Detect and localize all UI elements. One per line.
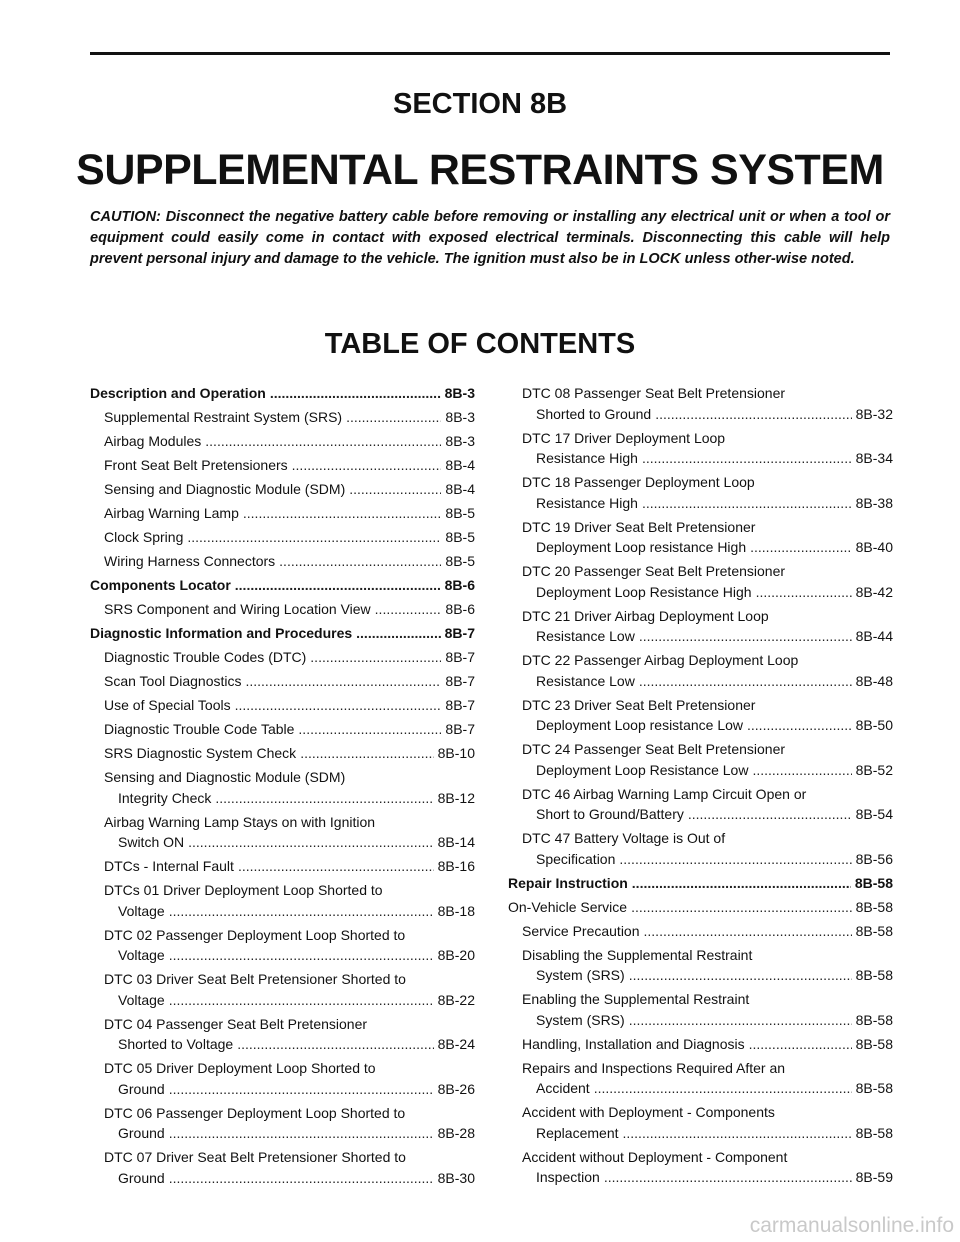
toc-entry-title-cont: Specification: [536, 850, 616, 867]
dot-leader: [188, 832, 434, 853]
toc-page-number: 8B-44: [855, 628, 893, 644]
toc-page-number: 8B-58: [855, 967, 893, 983]
dot-leader: [756, 582, 852, 603]
toc-entry-text: [522, 1034, 893, 1055]
dot-leader: [750, 537, 852, 558]
toc-page-number: 8B-58: [855, 922, 893, 939]
toc-entry-title: Wiring Harness Connectors: [104, 553, 276, 569]
dot-leader: [169, 1123, 434, 1144]
toc-entry[interactable]: [508, 873, 893, 894]
toc-entry-title: Sensing and Diagnostic Module (SDM): [104, 481, 346, 497]
toc-entry-text: [522, 1102, 893, 1143]
toc-entry-title: Diagnostic Trouble Code Table: [104, 721, 295, 737]
toc-entry-title: DTC 46 Airbag Warning Lamp Circuit Open or: [522, 785, 807, 802]
toc-page-number: 8B-18: [437, 902, 475, 919]
toc-page-number: 8B-48: [855, 672, 893, 689]
toc-entry-title: On-Vehicle Service: [508, 898, 628, 915]
toc-entry-text: [104, 551, 475, 572]
toc-page-number: 8B-5: [445, 505, 475, 521]
toc-entry-text: [104, 479, 475, 500]
toc-entry[interactable]: [90, 599, 475, 620]
toc-page-number: 8B-59: [855, 1169, 893, 1185]
toc-entry-title: Scan Tool Diagnostics: [104, 673, 242, 689]
dot-leader: [642, 448, 852, 469]
dot-leader: [629, 965, 852, 986]
dot-leader: [619, 849, 851, 870]
dot-leader: [631, 897, 852, 918]
toc-page-number: 8B-7: [445, 673, 475, 689]
toc-entry-text: [104, 719, 475, 740]
toc-title: TABLE OF CONTENTS: [324, 328, 636, 360]
toc-entry-title-cont: Resistance Low: [536, 628, 635, 644]
toc-entry-text: [104, 431, 475, 452]
toc-entry-title: DTC 19 Driver Seat Belt Pretensioner: [522, 518, 756, 535]
toc-entry-title: DTC 02 Passenger Deployment Loop Shorted to: [104, 926, 406, 943]
toc-entry-title: Supplemental Restraint System (SRS): [104, 409, 343, 425]
toc-entry-text: [104, 671, 475, 692]
toc-entry-title-cont: Shorted to Ground: [536, 405, 652, 422]
toc-entry[interactable]: [508, 945, 893, 986]
toc-entry-title-cont: Deployment Loop Resistance Low: [536, 761, 749, 778]
toc-entry[interactable]: [90, 880, 475, 921]
toc-entry-text: [522, 739, 893, 780]
toc-entry[interactable]: [90, 623, 475, 644]
toc-entry-title-cont: Deployment Loop resistance High: [536, 539, 747, 555]
toc-entry[interactable]: [90, 812, 475, 853]
toc-page-number: 8B-58: [855, 1035, 893, 1052]
dot-leader: [752, 760, 851, 781]
toc-entry[interactable]: [90, 767, 475, 808]
toc-page-number: 8B-5: [445, 553, 475, 569]
toc-page-number: 8B-20: [437, 947, 475, 963]
toc-entry-text: [104, 925, 475, 966]
toc-entry[interactable]: [90, 1147, 475, 1188]
toc-entry-title: DTC 05 Driver Deployment Loop Shorted to: [104, 1060, 376, 1076]
toc-entry-text: [522, 428, 893, 469]
toc-entry[interactable]: [508, 472, 893, 513]
toc-entry-title: Description and Operation: [90, 385, 266, 401]
dot-leader: [688, 804, 852, 825]
toc-entry-text: [104, 1103, 475, 1144]
toc-entry[interactable]: [90, 455, 475, 476]
toc-page-number: 8B-28: [437, 1125, 475, 1141]
toc-entry[interactable]: [90, 647, 475, 668]
dot-leader: [237, 1034, 433, 1055]
toc-entry-title-cont: Ground: [118, 1169, 165, 1186]
toc-entry-text: [104, 503, 475, 524]
toc-entry-title: DTC 22 Passenger Airbag Deployment Loop: [522, 652, 799, 668]
toc-entry-title-cont: Deployment Loop resistance Low: [536, 717, 744, 733]
dot-leader: [639, 671, 852, 692]
toc-page-number: 8B-58: [855, 1011, 893, 1028]
toc-entry-text: [522, 606, 893, 647]
toc-entry-title: DTC 21 Driver Airbag Deployment Loop: [522, 607, 769, 624]
toc-entry[interactable]: [90, 383, 475, 404]
toc-entry-text: [522, 517, 893, 558]
dot-leader: [644, 921, 852, 942]
toc-entry-text: [90, 575, 475, 596]
toc-entry-text: [508, 873, 893, 894]
dot-leader: [747, 715, 852, 736]
toc-page-number: 8B-22: [437, 991, 475, 1008]
toc-entry[interactable]: [508, 650, 893, 691]
toc-entry-title-cont: Resistance High: [536, 450, 638, 466]
toc-entry[interactable]: [90, 1058, 475, 1099]
toc-right-column: [508, 383, 893, 1191]
dot-leader: [349, 479, 441, 500]
toc-entry[interactable]: [90, 743, 475, 764]
toc-entry-text: [104, 455, 475, 476]
toc-entry-title: Components Locator: [90, 577, 231, 593]
toc-entry-title: DTC 08 Passenger Seat Belt Pretensioner: [522, 385, 786, 401]
toc-entry-title: Airbag Modules: [104, 433, 202, 449]
dot-leader: [235, 575, 441, 596]
toc-page-number: 8B-3: [445, 433, 475, 449]
toc-entry-title: Accident without Deployment - Component: [522, 1148, 788, 1165]
toc-page-number: 8B-7: [444, 625, 475, 641]
dot-leader: [375, 599, 442, 620]
dot-leader: [205, 431, 441, 452]
toc-entry-text: [522, 1058, 893, 1099]
dot-leader: [642, 493, 852, 514]
toc-entry[interactable]: [508, 1058, 893, 1099]
toc-entry-title-cont: System (SRS): [536, 967, 625, 983]
toc-entry[interactable]: [508, 695, 893, 736]
toc-entry-title: DTC 07 Driver Seat Belt Pretensioner Shorted to: [104, 1149, 406, 1165]
toc-entry-title-cont: Replacement: [536, 1124, 619, 1141]
toc-page-number: 8B-6: [445, 601, 475, 617]
toc-entry[interactable]: [90, 575, 475, 596]
toc-entry[interactable]: [508, 989, 893, 1030]
toc-entry-text: [104, 767, 475, 808]
dot-leader: [310, 647, 441, 668]
toc-page-number: 8B-7: [445, 697, 475, 713]
section-heading: SECTION 8B: [392, 88, 568, 120]
toc-entry[interactable]: [90, 925, 475, 966]
toc-entry[interactable]: [508, 383, 893, 424]
toc-entry-title: SRS Component and Wiring Location View: [104, 601, 371, 617]
toc-entry-title: DTC 24 Passenger Seat Belt Pretensioner: [522, 741, 786, 757]
toc-entry-text: [522, 945, 893, 986]
toc-page-number: 8B-32: [855, 405, 893, 422]
toc-entry-text: [104, 527, 475, 548]
caution-note: CAUTION: Disconnect the negative battery cable before removing or installing any electrical unit or when a tool or equipment could easily come in contact with exposed electrical terminals. Disconnecting this cable will help prevent personal injury and damage to the vehicle. The ignition must also be in LOCK unless other-wise noted.: [90, 209, 890, 267]
toc-entry-title: Front Seat Belt Pretensioners: [104, 457, 288, 473]
toc-entry[interactable]: [508, 517, 893, 558]
toc-entry-title: Sensing and Diagnostic Module (SDM): [104, 769, 346, 785]
toc-entry-title-cont: Ground: [118, 1080, 165, 1097]
toc-entry-title-cont: Integrity Check: [118, 789, 212, 806]
page-title: SUPPLEMENTAL RESTRAINTS SYSTEM: [76, 146, 884, 194]
toc-entry-text: [104, 969, 475, 1010]
toc-entry[interactable]: [90, 527, 475, 548]
dot-leader: [655, 404, 851, 425]
toc-entry-title: Repair Instruction: [508, 874, 628, 891]
dot-leader: [243, 503, 442, 524]
toc-entry[interactable]: [90, 1014, 475, 1055]
toc-entry[interactable]: [508, 1147, 893, 1188]
toc-entry-title: Airbag Warning Lamp: [104, 505, 239, 521]
toc-page-number: 8B-54: [855, 806, 893, 822]
watermark: carmanualsonline.info: [749, 1214, 954, 1237]
toc-entry-text: [90, 623, 475, 644]
toc-entry[interactable]: [508, 784, 893, 825]
dot-leader: [604, 1167, 852, 1188]
toc-page-number: 8B-7: [445, 721, 475, 737]
toc-entry-title-cont: System (SRS): [536, 1011, 625, 1028]
toc-page-number: 8B-30: [437, 1169, 475, 1186]
toc-left-column: [90, 383, 475, 1192]
toc-entry[interactable]: [508, 921, 893, 942]
toc-entry[interactable]: [90, 551, 475, 572]
toc-entry-title: Diagnostic Information and Procedures: [90, 625, 353, 641]
toc-page-number: 8B-4: [445, 457, 475, 473]
toc-entry-text: [522, 650, 893, 691]
toc-page-number: 8B-16: [437, 858, 475, 874]
toc-entry-title: DTC 17 Driver Deployment Loop: [522, 429, 726, 446]
toc-entry-text: [104, 880, 475, 921]
toc-entry-text: [104, 812, 475, 853]
toc-entry-text: [522, 1147, 893, 1188]
toc-entry-title: Accident with Deployment - Components: [522, 1104, 775, 1120]
toc-entry-text: [104, 1014, 475, 1055]
toc-page-number: 8B-24: [437, 1036, 475, 1052]
toc-entry[interactable]: [90, 856, 475, 877]
toc-entry-text: [104, 599, 475, 620]
toc-entry-text: [522, 695, 893, 736]
toc-entry-text: [104, 1058, 475, 1099]
toc-entry-title: Service Precaution: [522, 922, 640, 939]
toc-page-number: 8B-56: [855, 850, 893, 867]
toc-entry-text: [508, 897, 893, 918]
toc-entry[interactable]: [90, 695, 475, 716]
toc-entry-title-cont: Deployment Loop Resistance High: [536, 583, 752, 600]
dot-leader: [169, 901, 434, 922]
toc-entry-text: [104, 407, 475, 428]
toc-entry-text: [104, 695, 475, 716]
toc-entry[interactable]: [508, 897, 893, 918]
dot-leader: [169, 945, 434, 966]
toc-entry[interactable]: [90, 407, 475, 428]
toc-entry-title: DTC 03 Driver Seat Belt Pretensioner Shorted to: [104, 971, 406, 987]
dot-leader: [639, 626, 852, 647]
toc-entry[interactable]: [508, 428, 893, 469]
dot-leader: [632, 873, 851, 894]
toc-entry[interactable]: [90, 1103, 475, 1144]
dot-leader: [245, 671, 441, 692]
toc-page-number: 8B-42: [855, 583, 893, 600]
dot-leader: [270, 383, 441, 404]
toc-entry-title: DTC 20 Passenger Seat Belt Pretensioner: [522, 563, 786, 579]
toc-page-number: 8B-58: [855, 1124, 893, 1141]
toc-entry-text: [522, 561, 893, 602]
toc-entry[interactable]: [508, 828, 893, 869]
dot-leader: [169, 1168, 434, 1189]
toc-entry-title: Handling, Installation and Diagnosis: [522, 1035, 745, 1052]
toc-page-number: 8B-58: [855, 898, 893, 915]
toc-entry-title-cont: Ground: [118, 1125, 165, 1141]
toc-page-number: 8B-3: [445, 409, 475, 425]
toc-page-number: 8B-14: [437, 834, 475, 850]
toc-page-number: 8B-4: [445, 481, 475, 497]
toc-entry-title-cont: Accident: [536, 1080, 590, 1096]
toc-page-number: 8B-10: [437, 745, 475, 761]
dot-leader: [346, 407, 441, 428]
toc-entry-title-cont: Voltage: [118, 902, 165, 919]
toc-entry-text: [522, 921, 893, 942]
toc-entry-title: DTC 18 Passenger Deployment Loop: [522, 474, 755, 490]
toc-entry-text: [522, 989, 893, 1030]
toc-entry-title-cont: Inspection: [536, 1169, 600, 1185]
toc-entry[interactable]: [90, 431, 475, 452]
dot-leader: [629, 1010, 852, 1031]
dot-leader: [749, 1034, 852, 1055]
toc-page-number: 8B-7: [445, 649, 475, 665]
dot-leader: [300, 743, 433, 764]
toc-entry-text: [522, 784, 893, 825]
toc-page-number: 8B-38: [855, 494, 893, 511]
dot-leader: [623, 1123, 852, 1144]
toc-entry-title-cont: Resistance High: [536, 494, 638, 511]
toc-page-number: 8B-34: [855, 450, 893, 466]
toc-entry-title: SRS Diagnostic System Check: [104, 745, 297, 761]
toc-page-number: 8B-40: [855, 539, 893, 555]
toc-entry-text: [522, 383, 893, 424]
toc-entry-title: Use of Special Tools: [104, 697, 231, 713]
toc-entry-title: Repairs and Inspections Required After an: [522, 1059, 786, 1076]
dot-leader: [298, 719, 441, 740]
dot-leader: [594, 1078, 852, 1099]
toc-page-number: 8B-12: [437, 789, 475, 806]
toc-entry[interactable]: [90, 719, 475, 740]
top-rule: [90, 52, 890, 55]
toc-entry-title: DTC 06 Passenger Deployment Loop Shorted to: [104, 1104, 406, 1121]
toc-entry-text: [104, 1147, 475, 1188]
toc-entry-title: Diagnostic Trouble Codes (DTC): [104, 649, 307, 665]
toc-entry-text: [104, 647, 475, 668]
toc-entry-title: DTC 47 Battery Voltage is Out of: [522, 830, 726, 846]
toc-entry-title: Clock Spring: [104, 529, 184, 545]
toc-entry[interactable]: [508, 739, 893, 780]
dot-leader: [187, 527, 441, 548]
toc-entry[interactable]: [508, 1102, 893, 1143]
toc-entry[interactable]: [90, 479, 475, 500]
dot-leader: [238, 856, 434, 877]
toc-entry[interactable]: [508, 606, 893, 647]
toc-entry-title-cont: Shorted to Voltage: [118, 1036, 234, 1052]
toc-entry-title-cont: Resistance Low: [536, 672, 635, 689]
toc-page-number: 8B-26: [437, 1080, 475, 1097]
toc-entry-title: Disabling the Supplemental Restraint: [522, 946, 753, 963]
toc-entry-title: DTCs 01 Driver Deployment Loop Shorted to: [104, 882, 383, 898]
toc-page-number: 8B-58: [854, 874, 893, 891]
toc-entry-title-cont: Voltage: [118, 991, 165, 1008]
toc-page-number: 8B-52: [855, 761, 893, 778]
dot-leader: [292, 455, 442, 476]
toc-entry-title: Enabling the Supplemental Restraint: [522, 991, 750, 1007]
dot-leader: [169, 1079, 434, 1100]
toc-entry-title: DTCs - Internal Fault: [104, 858, 234, 874]
toc-entry-text: [104, 856, 475, 877]
toc-entry-text: [104, 743, 475, 764]
dot-leader: [215, 788, 433, 809]
toc-entry-title: DTC 23 Driver Seat Belt Pretensioner: [522, 696, 756, 713]
toc-entry-title: DTC 04 Passenger Seat Belt Pretensioner: [104, 1015, 368, 1032]
toc-page-number: 8B-58: [855, 1080, 893, 1096]
dot-leader: [279, 551, 441, 572]
dot-leader: [235, 695, 442, 716]
toc-entry-title-cont: Switch ON: [118, 834, 185, 850]
toc-page-number: 8B-3: [444, 385, 475, 401]
toc-entry[interactable]: [508, 1034, 893, 1055]
dot-leader: [356, 623, 440, 644]
toc-entry-title: Airbag Warning Lamp Stays on with Ignition: [104, 813, 376, 830]
toc-entry[interactable]: [90, 671, 475, 692]
toc-entry-text: [522, 828, 893, 869]
toc-page-number: 8B-6: [444, 577, 475, 593]
toc-entry[interactable]: [90, 969, 475, 1010]
toc-page-number: 8B-5: [445, 529, 475, 545]
toc-entry[interactable]: [90, 503, 475, 524]
toc-entry-title-cont: Short to Ground/Battery: [536, 806, 684, 822]
toc-entry-text: [522, 472, 893, 513]
toc-entry[interactable]: [508, 561, 893, 602]
toc-entry-title-cont: Voltage: [118, 947, 165, 963]
toc-page-number: 8B-50: [855, 717, 893, 733]
toc-entry-text: [90, 383, 475, 404]
dot-leader: [169, 990, 434, 1011]
